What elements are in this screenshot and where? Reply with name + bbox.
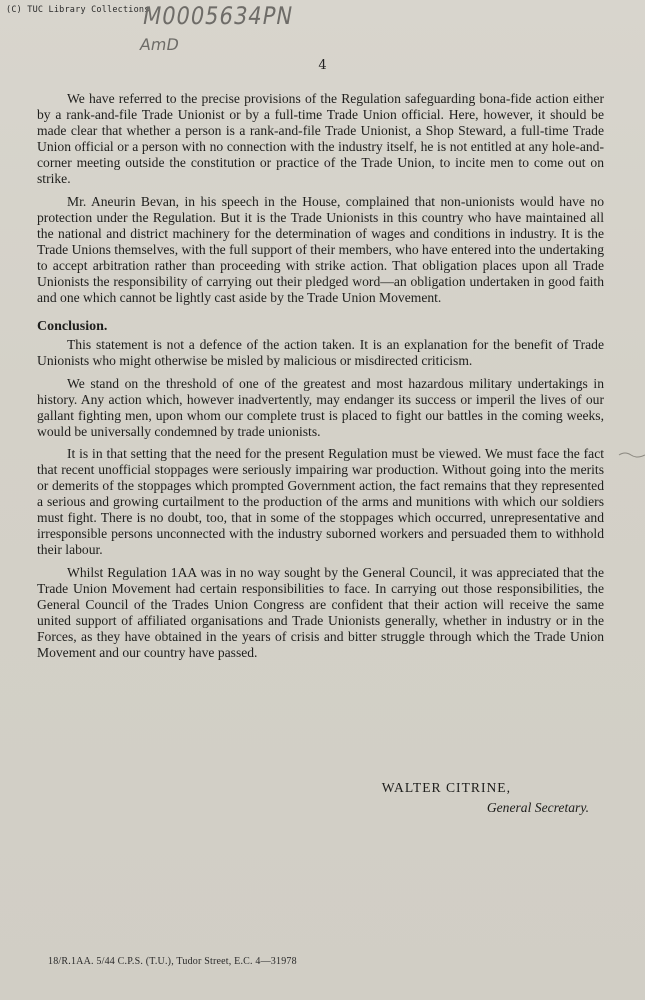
document-body [37, 91, 604, 667]
paragraph-4: We stand on the threshold of one of the greatest and most hazardous military undertakings in history. Any action which, however inadvertently, may endanger its success or imperil the lives of our gallant fighting men, upon whom our complete trust is placed to fight our battles in the coming weeks, would be universally condemned by trade unionists. [37, 375, 604, 439]
handwritten-note: AmD [138, 35, 181, 54]
paragraph-2: Mr. Aneurin Bevan, in his speech in the House, complained that non-unionists would have no protection under the Regulation. But it is the Trade Unionists in this country who have maintained all the national and district machinery for the determination of wages and conditions in industry. It is the Trade Unions themselves, with the full support of their members, who have entered into the undertaking to accept arbitration rather than proceeding with strike action. That obligation places upon all Trade Unionists the responsibility of carrying out their pledged word—an obligation undertaken in good faith and one which cannot be lightly cast aside by the Trade Union Movement. [37, 193, 604, 306]
copyright-notice: (C) TUC Library Collections [6, 5, 150, 15]
signatory-title: General Secretary. [486, 800, 589, 815]
page-number: 4 [318, 58, 327, 73]
conclusion-heading: Conclusion. [37, 319, 108, 335]
handwritten-reference: M0005634PN [140, 2, 296, 30]
paragraph-5: It is in that setting that the need for the present Regulation must be viewed. We must face the fact that recent unofficial stoppages were seriously impairing war production. Without going into the merits or demerits of the stoppages which prompted Government action, the fact remains that they represented a serious and growing curtailment to the production of the arms and munitions with which our soldiers must fight. There is no doubt, too, that in some of the stoppages which occurred, unrepresentative and irresponsible persons unconnected with the industry suborned workers and persuaded them to withhold their labour. [37, 445, 604, 558]
signatory-name: WALTER CITRINE, [381, 780, 511, 795]
paragraph-1: We have referred to the precise provisions of the Regulation safeguarding bona-fide action either by a rank-and-file Trade Unionist or by a full-time Trade Union official. Here, however, it should be made clear that whether a person is a rank-and-file Trade Unionist, a Shop Steward, a full-time Trade Union official or a person with no connection with the industry itself, he is not entitled at any hole-and-corner meeting outside the constitution or practice of the Trade Union, to incite men to come out on strike. [37, 91, 604, 187]
paragraph-3: This statement is not a defence of the action taken. It is an explanation for the benefit of Trade Unionists who might otherwise be misled by malicious or misdirected criticism. [37, 337, 604, 369]
paragraph-6: Whilst Regulation 1AA was in no way sought by the General Council, it was appreciated that the Trade Union Movement had certain responsibilities to face. In carrying out those responsibilities, the General Council of the Trades Union Congress are confident that their action will receive the same united support of affiliated organisations and Trade Unionists generally, whether in industry or in the Forces, as they have obtained in the years of crisis and bitter struggle through which the Trade Union Movement and our country have passed. [37, 564, 604, 660]
printer-footer: 18/R.1AA. 5/44 C.P.S. (T.U.), Tudor Street, E.C. 4—31978 [48, 956, 297, 967]
signature-block [382, 778, 589, 818]
margin-mark [617, 450, 645, 460]
